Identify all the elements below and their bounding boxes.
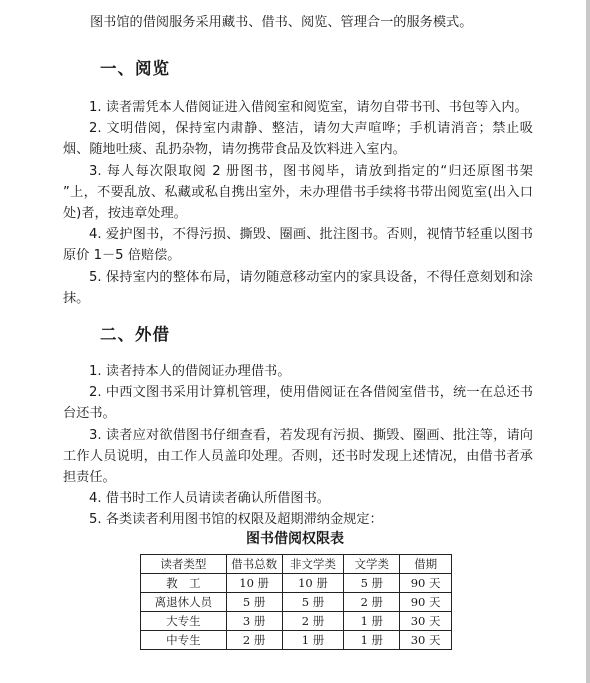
cell-non-literature: 2 册 <box>282 612 344 631</box>
header-literature: 文学类 <box>344 555 400 574</box>
lending-rule-5: 5. 各类读者利用图书馆的权限及超期滞纳金规定： <box>89 512 383 528</box>
cell-loan-period: 30 天 <box>400 631 452 650</box>
cell-reader-type: 大专生 <box>141 612 227 631</box>
section-heading-reading: 一、阅览 <box>100 59 170 78</box>
lending-rule-1: 1. 读者持本人的借阅证办理借书。 <box>89 364 291 379</box>
cell-reader-type: 教 工 <box>141 574 227 593</box>
table-title: 图书借阅权限表 <box>246 531 344 547</box>
lending-rules <box>63 361 533 531</box>
page-edge <box>586 0 590 683</box>
reading-rules <box>63 97 533 309</box>
table-header-row <box>141 555 452 574</box>
cell-total: 10 册 <box>226 574 282 593</box>
section-heading-lending: 二、外借 <box>100 325 170 344</box>
table-row <box>141 631 452 650</box>
table-row <box>141 593 452 612</box>
reading-rule-5: 5. 保持室内的整体布局，请勿随意移动室内的家具设备，不得任意刻划和涂抹。 <box>63 269 533 306</box>
cell-total: 5 册 <box>226 593 282 612</box>
lending-rule-3: 3. 读者应对欲借图书仔细查看，若发现有污损、撕毁、圈画、批注等，请向工作人员说明，由工作人员盖印处理。否则，还书时发现上述情况，由借书者承担责任。 <box>63 427 533 486</box>
header-loan-period: 借期 <box>400 555 452 574</box>
header-total: 借书总数 <box>226 555 282 574</box>
header-non-literature: 非文学类 <box>282 555 344 574</box>
lending-rule-2: 2. 中西文图书采用计算机管理，使用借阅证在各借阅室借书，统一在总还书台还书。 <box>63 385 533 422</box>
cell-literature: 1 册 <box>344 612 400 631</box>
table-row <box>141 612 452 631</box>
cell-non-literature: 1 册 <box>282 631 344 650</box>
cell-loan-period: 30 天 <box>400 612 452 631</box>
cell-total: 2 册 <box>226 631 282 650</box>
reading-rule-2: 2. 文明借阅，保持室内肃静、整洁，请勿大声喧哗；手机请消音；禁止吸烟、随地吐痰、乱扔杂物，请勿携带食品及饮料进入室内。 <box>63 121 533 158</box>
cell-literature: 2 册 <box>344 593 400 612</box>
borrowing-permissions-table <box>140 554 452 650</box>
lending-rule-4: 4. 借书时工作人员请读者确认所借图书。 <box>89 491 330 507</box>
reading-rule-4: 4. 爱护图书，不得污损、撕毁、圈画、批注图书。否则，视情节轻重以图书原价 1－5 倍赔偿。 <box>63 227 533 264</box>
cell-loan-period: 90 天 <box>400 574 452 593</box>
intro-text: 图书馆的借阅服务采用藏书、借书、阅览、管理合一的服务模式。 <box>90 15 473 30</box>
header-reader-type: 读者类型 <box>141 555 227 574</box>
cell-non-literature: 10 册 <box>282 574 344 593</box>
reading-rule-3: 3. 每人每次限取阅 2 册图书，图书阅毕，请放到指定的“归还原图书架 ”上，不要乱放、私藏或私自携出室外，未办理借书手续将书带出阅览室(出入口处)者，按违章处理。 <box>63 163 533 222</box>
table-row <box>141 574 452 593</box>
reading-rule-1: 1. 读者需凭本人借阅证进入借阅室和阅览室，请勿自带书刊、书包等入内。 <box>89 100 528 115</box>
cell-non-literature: 5 册 <box>282 593 344 612</box>
cell-reader-type: 中专生 <box>141 631 227 650</box>
cell-literature: 5 册 <box>344 574 400 593</box>
cell-loan-period: 90 天 <box>400 593 452 612</box>
cell-total: 3 册 <box>226 612 282 631</box>
cell-reader-type: 离退休人员 <box>141 593 227 612</box>
cell-literature: 1 册 <box>344 631 400 650</box>
